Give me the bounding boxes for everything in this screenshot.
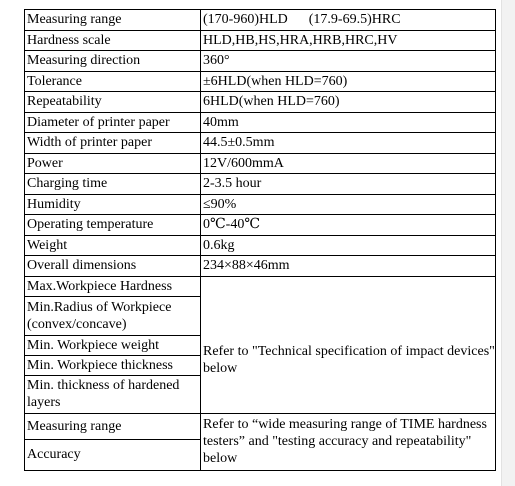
spec-row-paper-width [25, 133, 496, 154]
spec-value: 12V/600mmA [201, 153, 496, 174]
specifications-table [24, 9, 496, 471]
spec-value: 360° [201, 51, 496, 72]
spec-value: 0℃-40℃ [201, 215, 496, 236]
spec-row-operating-temperature [25, 215, 496, 236]
spec-label: Repeatability [25, 92, 201, 113]
spec-row-measuring-range [25, 10, 496, 31]
spec-label: Weight [25, 235, 201, 256]
spec-value: 0.6kg [201, 235, 496, 256]
spec-label: Measuring direction [25, 51, 201, 72]
spec-label: Overall dimensions [25, 256, 201, 277]
spec-value: (170-960)HLD (17.9-69.5)HRC [201, 10, 496, 31]
spec-label: Accuracy [25, 439, 201, 470]
spec-value: 234×88×46mm [201, 256, 496, 277]
spec-label: Min.Radius of Workpiece (convex/concave) [25, 296, 201, 335]
spec-value: 44.5±0.5mm [201, 133, 496, 154]
spec-label: Charging time [25, 174, 201, 195]
spec-label: Humidity [25, 194, 201, 215]
spec-label: Measuring range [25, 413, 201, 439]
spec-label: Measuring range [25, 10, 201, 31]
spec-value: 2-3.5 hour [201, 174, 496, 195]
spec-label: Diameter of printer paper [25, 112, 201, 133]
spec-value: 6HLD(when HLD=760) [201, 92, 496, 113]
spec-value: HLD,HB,HS,HRA,HRB,HRC,HV [201, 30, 496, 51]
spec-label: Width of printer paper [25, 133, 201, 154]
spec-label: Min. Workpiece weight [25, 335, 201, 355]
range-accuracy-reference: Refer to “wide measuring range of TIME hardness testers” and "testing accuracy and repeatability" below [201, 413, 496, 470]
impact-devices-reference: Refer to "Technical specification of impact devices" below [201, 276, 496, 413]
spec-row-weight [25, 235, 496, 256]
spec-label: Hardness scale [25, 30, 201, 51]
spec-label: Min. thickness of hardened layers [25, 375, 201, 413]
spec-row-hardness-scale [25, 30, 496, 51]
spec-row-max-workpiece-hardness [25, 276, 496, 296]
spec-row-measuring-direction [25, 51, 496, 72]
spec-row-paper-diameter [25, 112, 496, 133]
spec-label: Power [25, 153, 201, 174]
spec-label: Max.Workpiece Hardness [25, 276, 201, 296]
spec-value: 40mm [201, 112, 496, 133]
spec-label: Min. Workpiece thickness [25, 355, 201, 375]
spec-row-power [25, 153, 496, 174]
spec-row-repeatability [25, 92, 496, 113]
spec-label: Operating temperature [25, 215, 201, 236]
spec-row-charging-time [25, 174, 496, 195]
spec-value: ±6HLD(when HLD=760) [201, 71, 496, 92]
scrollbar-gutter [501, 0, 515, 486]
spec-label: Tolerance [25, 71, 201, 92]
spec-row-measuring-range-ref [25, 413, 496, 439]
spec-value: ≤90% [201, 194, 496, 215]
spec-row-tolerance [25, 71, 496, 92]
spec-row-humidity [25, 194, 496, 215]
spec-row-overall-dimensions [25, 256, 496, 277]
